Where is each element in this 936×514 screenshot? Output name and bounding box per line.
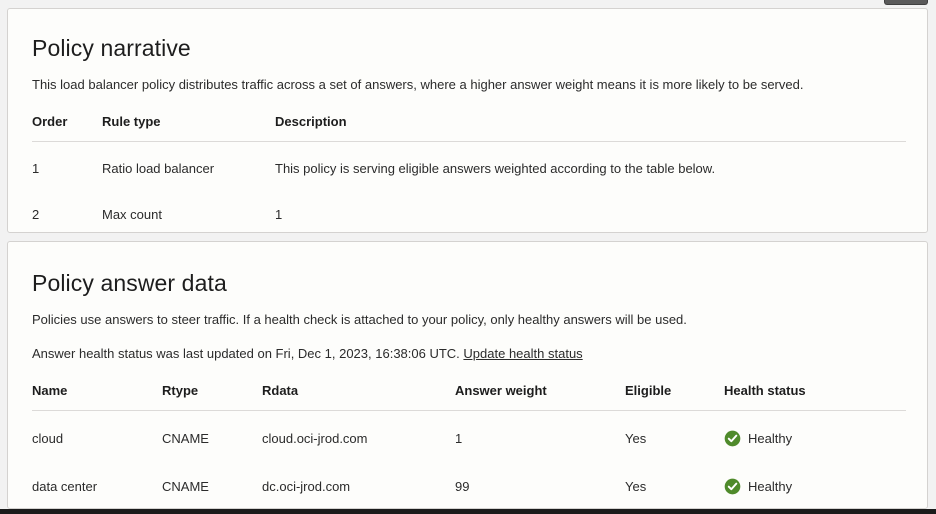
- column-header-description: Description: [275, 114, 347, 130]
- cell-rule-type: Ratio load balancer: [102, 161, 215, 177]
- health-status-badge: [724, 478, 906, 495]
- table-row: [32, 191, 906, 237]
- cell-rtype: CNAME: [162, 431, 209, 447]
- policy-narrative-table: [32, 114, 906, 237]
- policy-narrative-card: [7, 8, 928, 233]
- health-status-label: Healthy: [748, 479, 793, 495]
- table-row: [32, 142, 906, 192]
- column-header-eligible: Eligible: [625, 383, 672, 399]
- policy-narrative-table-wrapper: [32, 94, 903, 237]
- column-header-rtype: Rtype: [162, 383, 199, 399]
- table-row: [32, 462, 906, 510]
- policy-answer-table-wrapper: [32, 364, 903, 510]
- cell-answer-weight: 99: [455, 479, 470, 495]
- policy-answer-table: [32, 383, 906, 510]
- cell-rule-type: Max count: [102, 207, 162, 223]
- cell-description: This policy is serving eligible answers weighted according to the table below.: [275, 161, 716, 177]
- cell-description: 1: [275, 207, 283, 223]
- cell-order: 1: [32, 161, 40, 177]
- cell-rdata: cloud.oci-jrod.com: [262, 431, 368, 447]
- policy-details-page: [7, 8, 928, 509]
- health-status-update-line: [32, 329, 903, 364]
- check-circle-icon: [724, 430, 741, 447]
- table-body: [32, 142, 906, 238]
- policy-answer-data-card: [7, 241, 928, 509]
- cell-rdata: dc.oci-jrod.com: [262, 479, 351, 495]
- cell-order: 2: [32, 207, 40, 223]
- cell-eligible: Yes: [625, 431, 647, 447]
- cell-name: cloud: [32, 431, 64, 447]
- check-circle-icon: [724, 478, 741, 495]
- table-header: [32, 114, 906, 142]
- column-header-order: Order: [32, 114, 68, 130]
- cell-health-status: [724, 411, 906, 463]
- cell-health-status: [724, 462, 906, 510]
- table-header-row: [32, 383, 906, 411]
- column-header-rule-type: Rule type: [102, 114, 161, 130]
- health-status-timestamp-text: Answer health status was last updated on Fri, Dec 1, 2023, 16:38:06 UTC.: [32, 346, 460, 362]
- cell-rtype: CNAME: [162, 479, 209, 495]
- cell-answer-weight: 1: [455, 431, 463, 447]
- column-header-health-status: Health status: [724, 383, 806, 399]
- window-bottom-edge: [0, 509, 936, 514]
- policy-narrative-title: Policy narrative: [32, 35, 191, 61]
- policy-answer-data-title: Policy answer data: [32, 270, 227, 296]
- cell-name: data center: [32, 479, 98, 495]
- update-health-status-link[interactable]: Update health status: [463, 346, 583, 362]
- health-status-label: Healthy: [748, 431, 793, 447]
- window-chrome-clip: [884, 0, 928, 5]
- table-row: [32, 411, 906, 463]
- table-header-row: [32, 114, 906, 142]
- column-header-answer-weight: Answer weight: [455, 383, 547, 399]
- table-body: [32, 411, 906, 511]
- cell-eligible: Yes: [625, 479, 647, 495]
- policy-narrative-description: This load balancer policy distributes traffic across a set of answers, where a higher answer weight means it is more likely to be served.: [32, 76, 804, 92]
- policy-answer-data-description: Policies use answers to steer traffic. If a health check is attached to your policy, only healthy answers will be used.: [32, 311, 687, 327]
- column-header-name: Name: [32, 383, 68, 399]
- health-status-badge: [724, 430, 906, 447]
- column-header-rdata: Rdata: [262, 383, 299, 399]
- table-header: [32, 383, 906, 411]
